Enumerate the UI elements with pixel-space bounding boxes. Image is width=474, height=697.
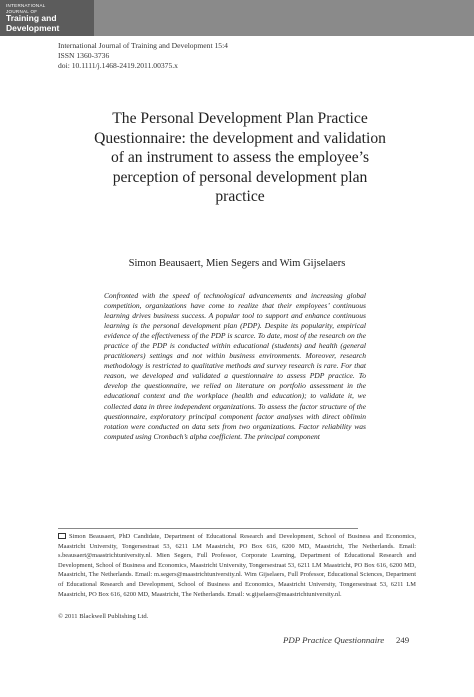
footnote-divider xyxy=(58,528,358,529)
journal-citation: International Journal of Training and Development 15:4 xyxy=(58,41,228,50)
page-number: 249 xyxy=(396,635,410,645)
author-footnote xyxy=(58,532,416,599)
abstract-text: Confronted with the speed of technological advancements and increasing global competition, organizations have come to realize that their employees’ continuous learning drives business success. A popular tool to support and enhance continuous learning is the personal development plan (PDP). Despite its popularity, empirical evidence of the effectiveness of the PDP is scarce. To date, most of the research on the practice of the PDP is conducted within educational (students) and health (general practitioners) settings and not within business environments. Moreover, research methodology is restricted to qualitative methods and survey research is rare. For that reason, we developed and validated a questionnaire to assess PDP practice. To develop the questionnaire, we relied on literature on portfolio assessment in the educational context and the workplace (health and education); to validate it, we collected data in three independent organizations. To assess the factor structure of the questionnaire, exploratory principal component factor analyses with direct oblimin rotation were conducted on data sets from two organizations. Factor reliability was computed using Cronbach’s alpha coefficient. The principal component xyxy=(104,291,366,441)
copyright: © 2011 Blackwell Publishing Ltd. xyxy=(58,613,149,620)
logo-line-4: Development xyxy=(6,23,60,33)
journal-header-bar xyxy=(0,0,474,36)
article-title: The Personal Development Plan Practice Questionnaire: the development and validation of an instrument to assess the employee’s perception of personal development plan practice xyxy=(94,110,386,206)
running-title: PDP Practice Questionnaire xyxy=(283,635,385,645)
doi-link[interactable]: doi: 10.1111/j.1468-2419.2011.00375.x xyxy=(58,61,178,71)
mail-icon xyxy=(58,533,66,539)
footnote-text: Simon Beausaert, PhD Candidate, Department of Educational Research and Development, School of Business and Economics, Maastricht University, Tongersestraat 53, 6211 LM Maastricht, PO Box 616, 6200 MD, Maastricht, The Netherlands. Email: s.beausaert@maastrichtuniversity.nl. Mien Segers, Full Professor, Corporate Learning, Department of Educational Research and Development, School of Business and Economics, Maastricht University, Tongersestraat 53, 6211 LM Maastricht, PO Box 616, 6200 MD, Maastricht, The Netherlands. Email: m.segers@maastrichtuniversity.nl. Wim Gijselaers, Full Professor, Educational Sciences, Department of Educational Research and Development, School of Business and Economics, Maastricht University, Tongersestraat 53, 6211 LM Maastricht, PO Box 616, 6200 MD, Maastricht, The Netherlands. Email: w.gijselaers@maastrichtuniversity.nl. xyxy=(58,533,416,598)
logo-line-2: JOURNAL OF xyxy=(6,9,38,14)
logo-line-3: Training and xyxy=(6,13,57,23)
journal-logo xyxy=(0,0,94,36)
logo-line-1: INTERNATIONAL xyxy=(6,3,46,8)
issn: ISSN 1360-3736 xyxy=(58,51,110,61)
article-authors: Simon Beausaert, Mien Segers and Wim Gijselaers xyxy=(128,258,346,269)
citation-block xyxy=(58,41,228,72)
